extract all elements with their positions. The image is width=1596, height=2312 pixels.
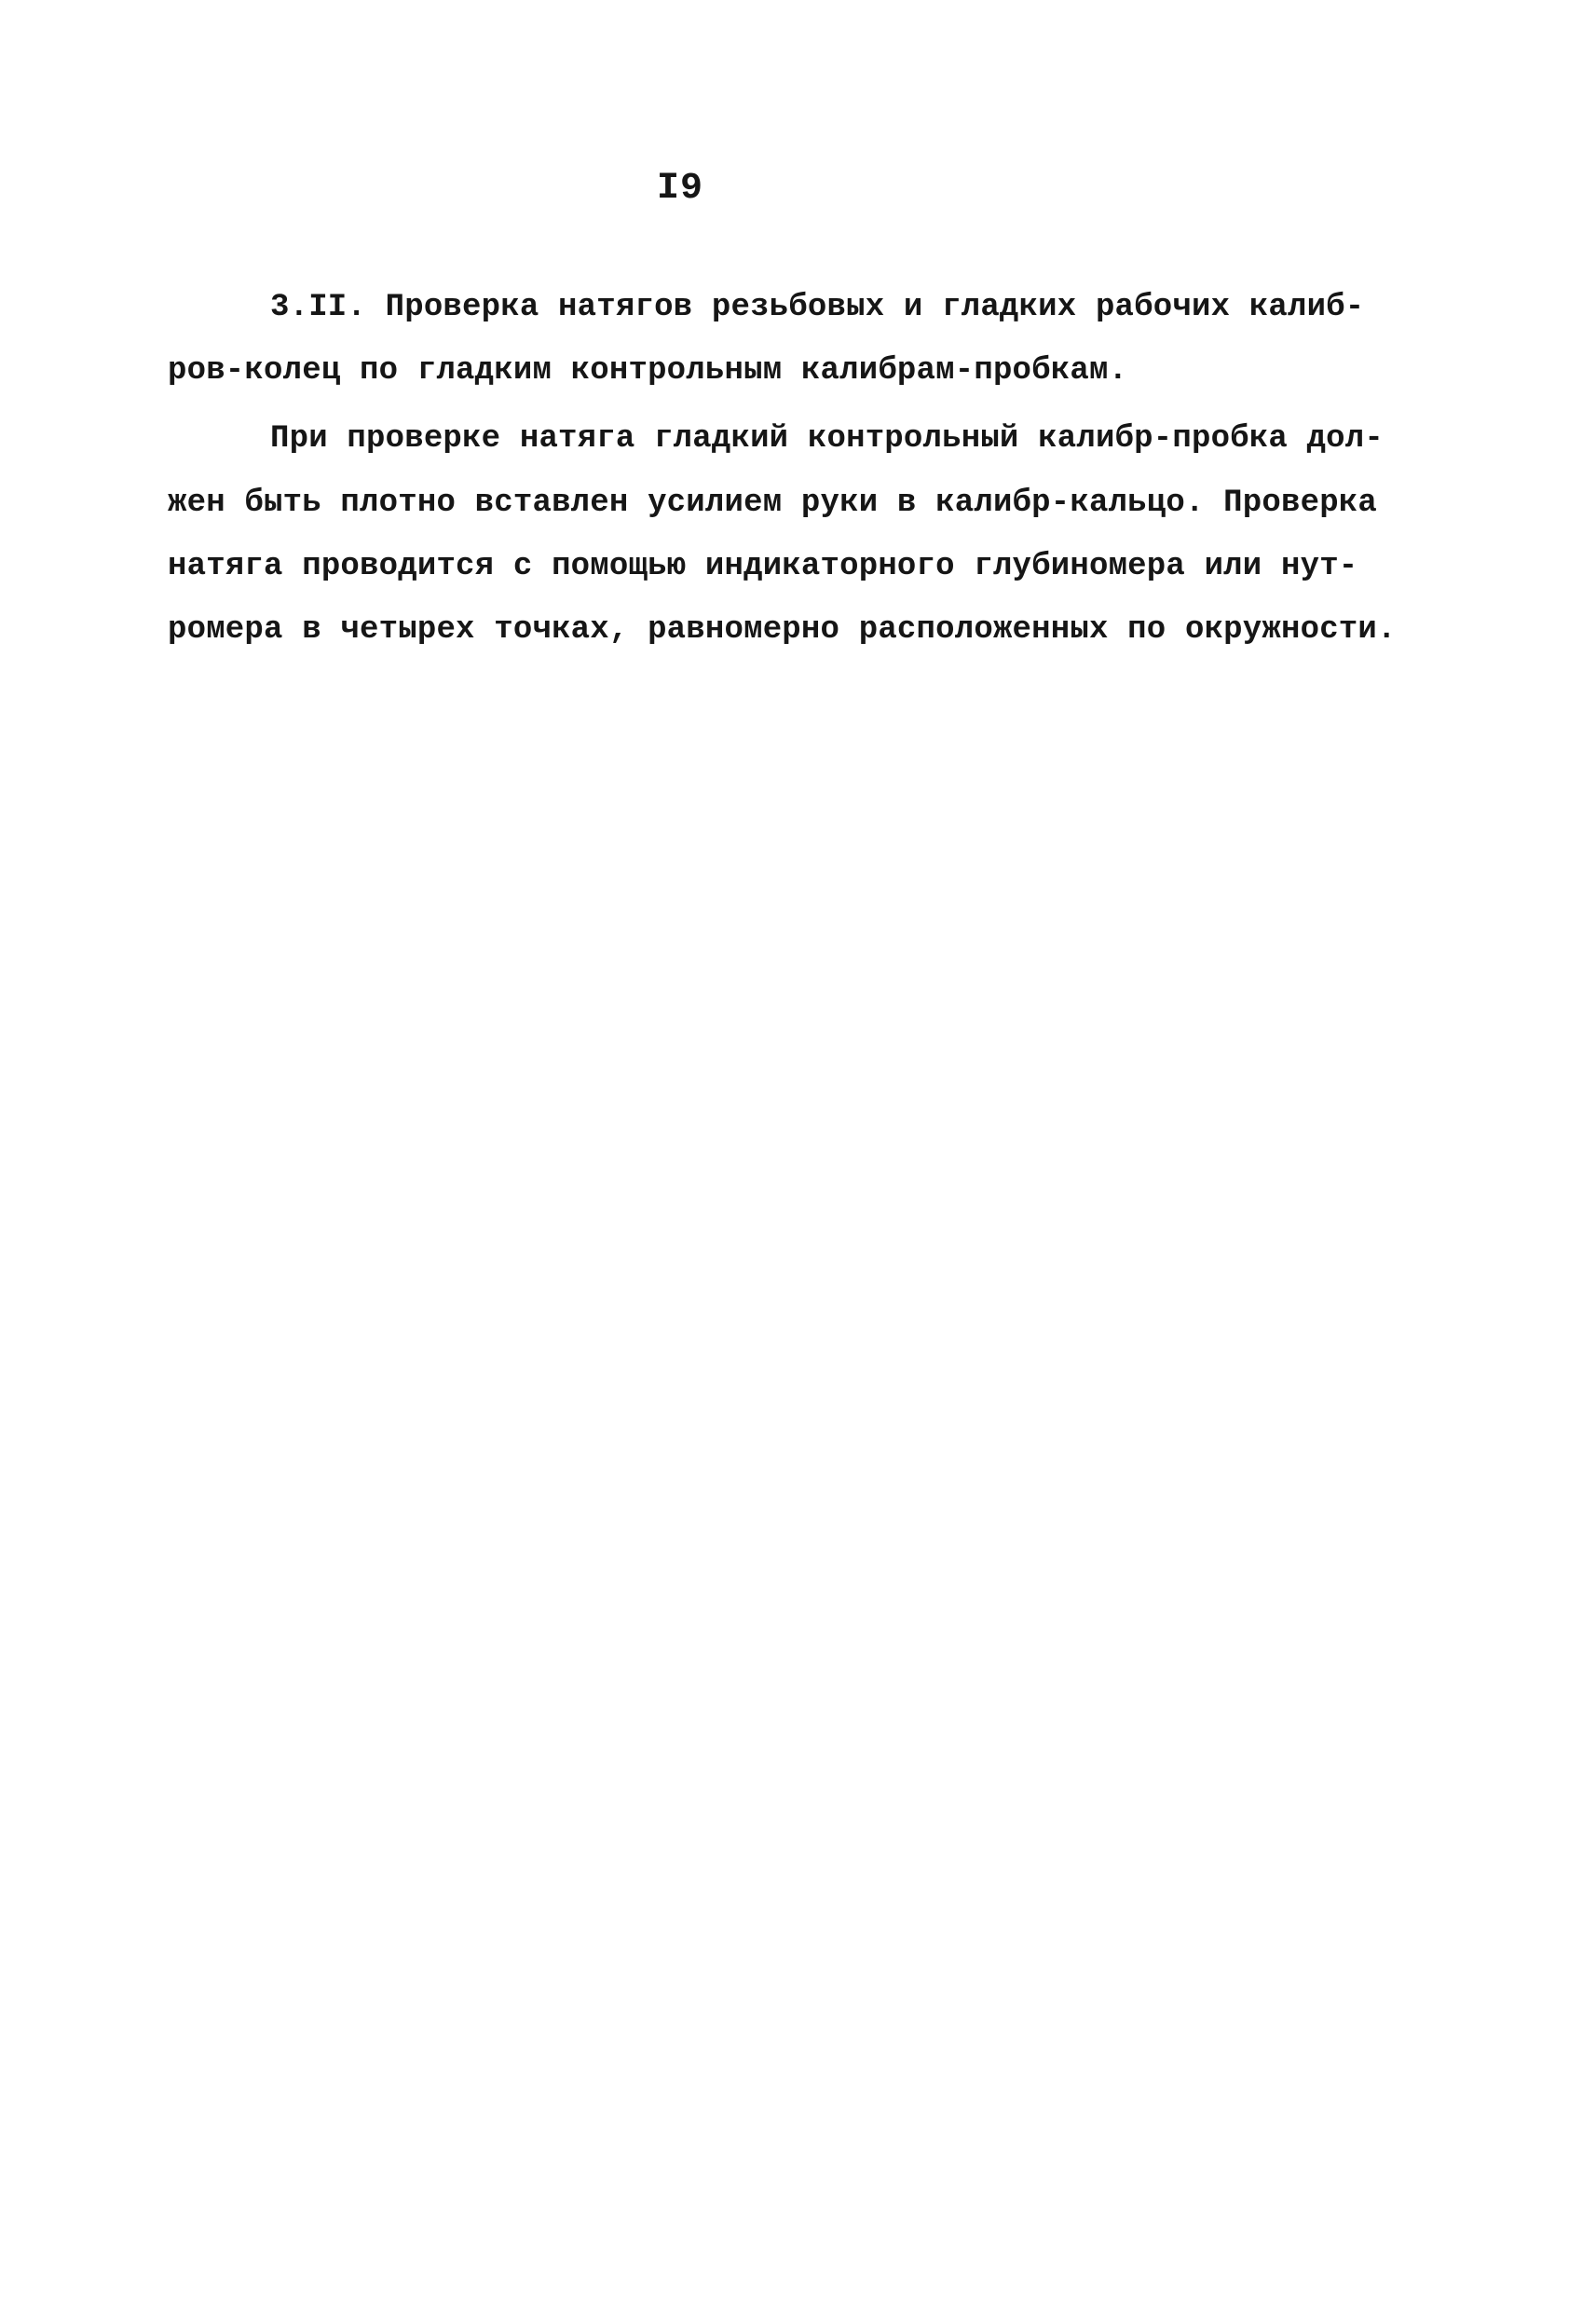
heading-line-2: ров-колец по гладким контрольным калибрам-пробкам. bbox=[168, 353, 1128, 389]
paragraph-line-4: ромера в четырех точках, равномерно расположенных по окружности. bbox=[168, 612, 1397, 648]
paragraph-line-3: натяга проводится с помощью индикаторного глубиномера или нут- bbox=[168, 549, 1358, 584]
page-number: I9 bbox=[656, 168, 703, 210]
paragraph-line-2: жен быть плотно вставлен усилием руки в калибр-кальцо. Проверка bbox=[168, 486, 1378, 521]
paragraph-line-1: При проверке натяга гладкий контрольный калибр-пробка дол- bbox=[270, 421, 1384, 457]
heading-line-1: 3.II. Проверкa натягов резьбовых и гладких рабочих калиб- bbox=[270, 290, 1365, 325]
